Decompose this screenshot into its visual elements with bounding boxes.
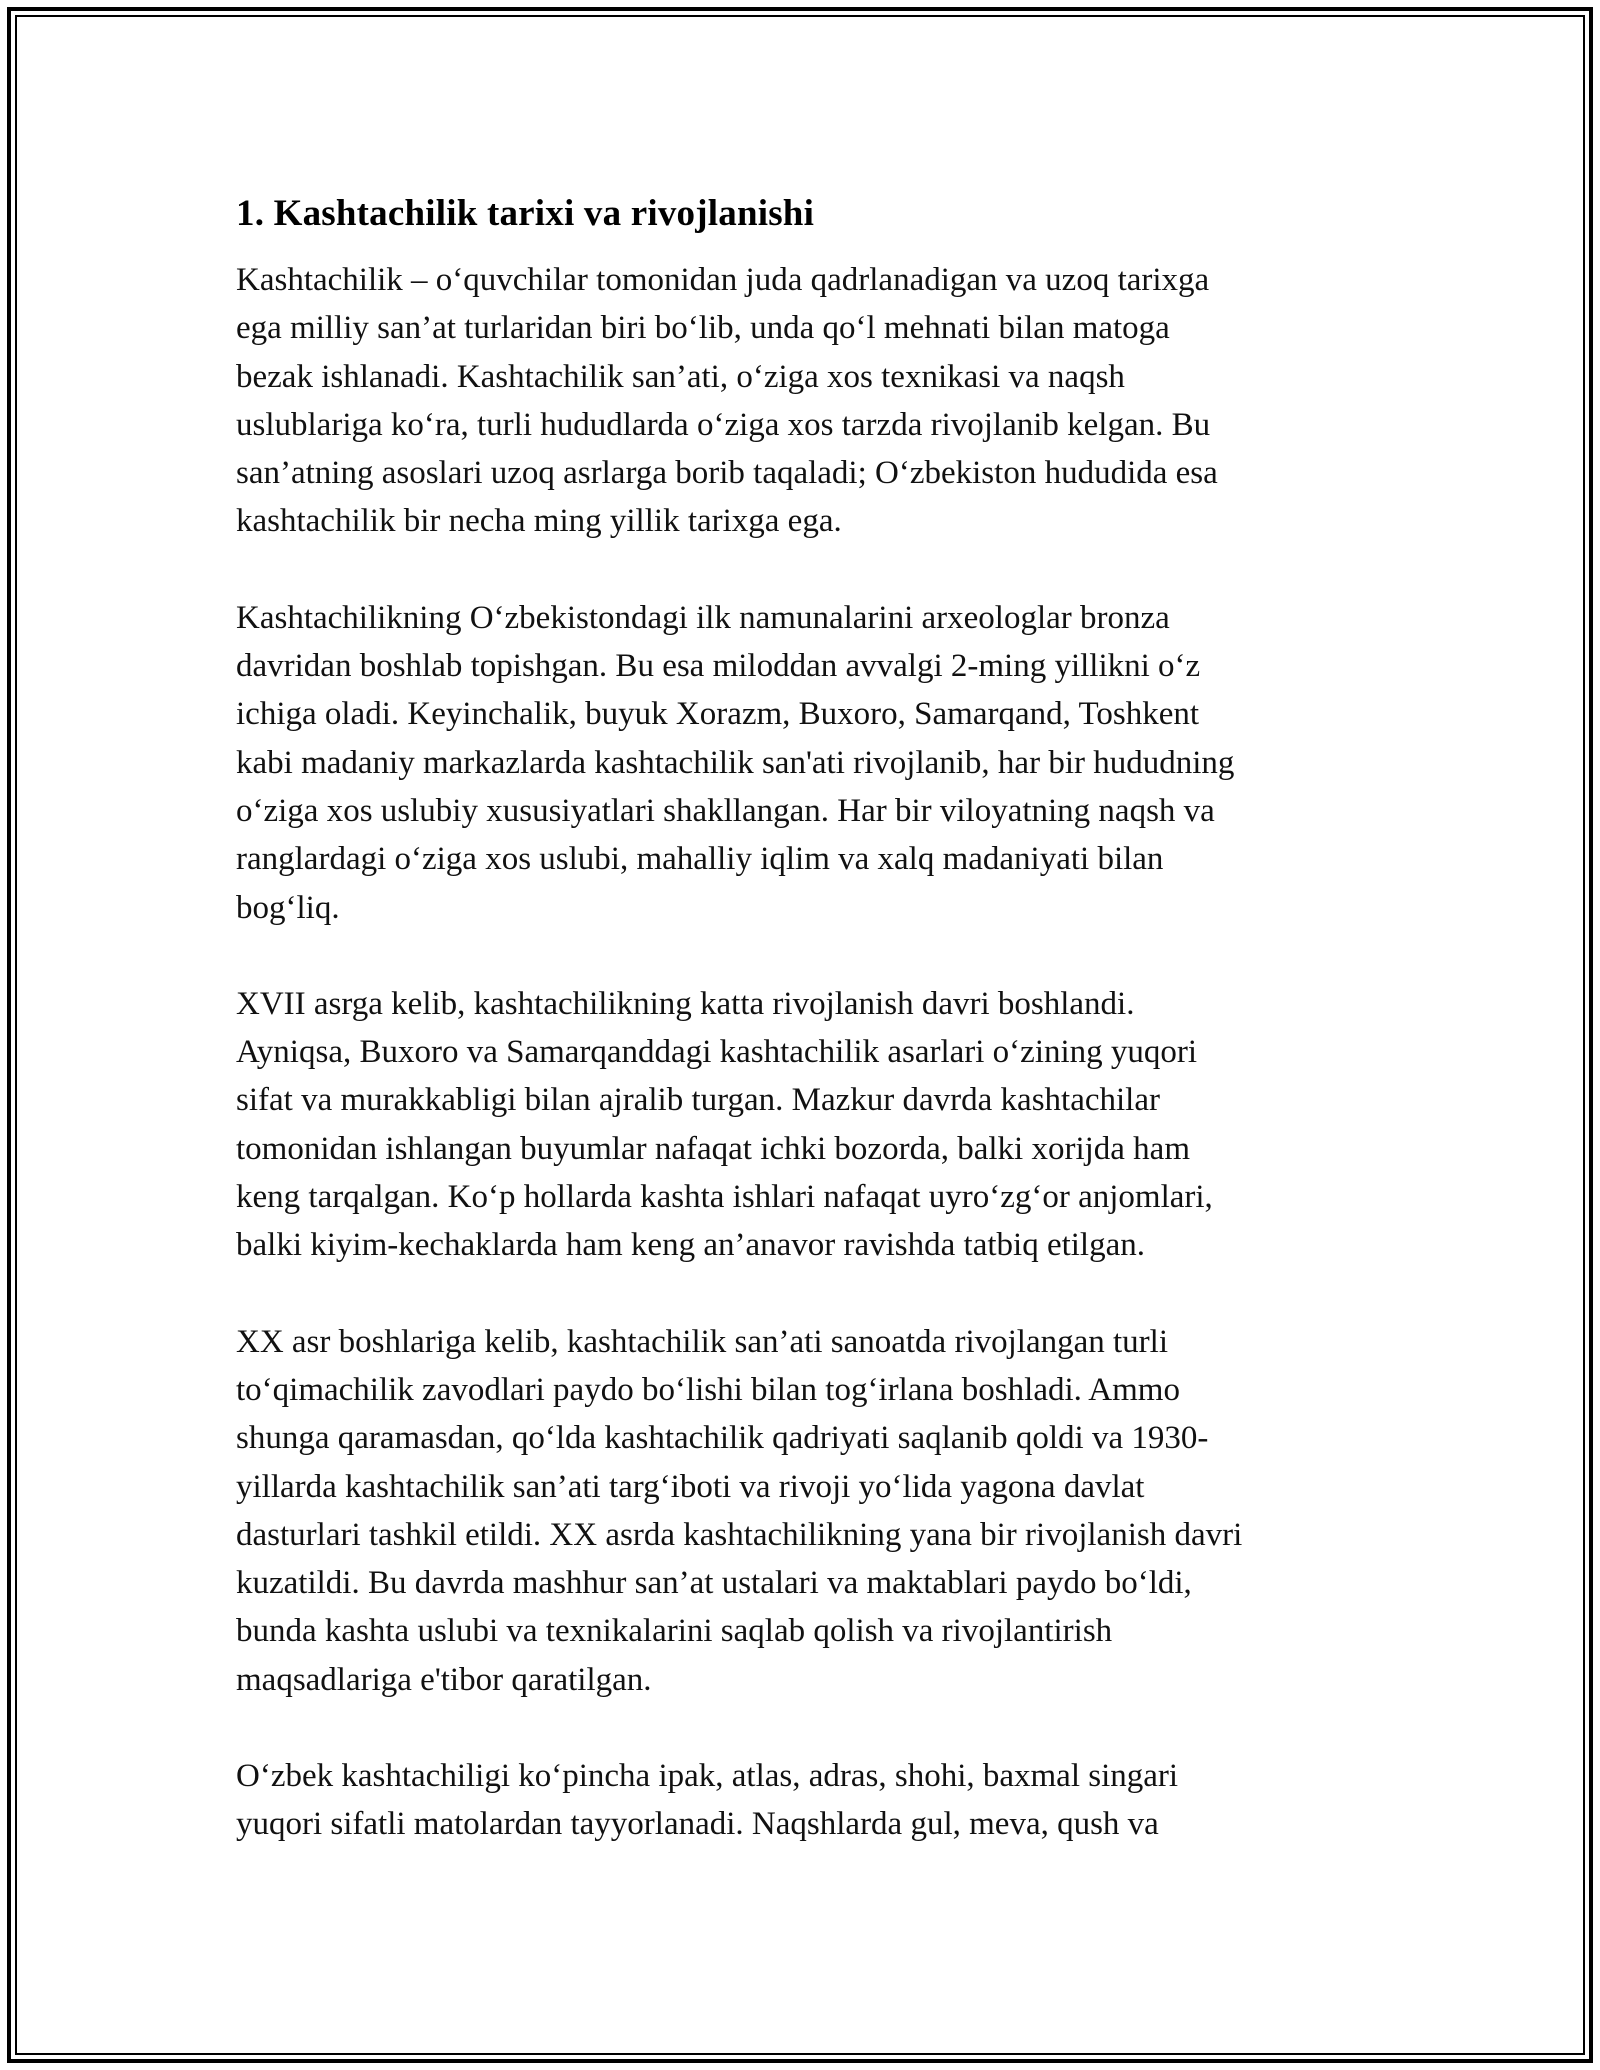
paragraph-line: to‘qimachilik zavodlari paydo bo‘lishi bilan tog‘irlana boshladi. Ammo (236, 1371, 1180, 1408)
paragraph-line: maqsadlariga e'tibor qaratilgan. (236, 1661, 652, 1698)
paragraph-line: O‘zbek kashtachiligi ko‘pincha ipak, atlas, adras, shohi, baxmal singari (236, 1758, 1179, 1795)
paragraph-line: shunga qaramasdan, qo‘lda kashtachilik qadriyati saqlanib qoldi va 1930- (236, 1420, 1209, 1457)
paragraph-line: san’atning asoslari uzoq asrlarga borib taqaladi; O‘zbekiston hududida esa (236, 455, 1218, 492)
paragraph-line: kabi madaniy markazlarda kashtachilik san'ati rivojlanib, har bir hududning (236, 744, 1235, 781)
paragraph-line: bog‘liq. (236, 889, 340, 926)
document-body (236, 186, 1356, 1849)
paragraph-line: Kashtachilik – o‘quvchilar tomonidan juda qadrlanadigan va uzoq tarixga (236, 262, 1210, 298)
paragraph-line: kuzatildi. Bu davrda mashhur san’at ustalari va maktablari paydo bo‘ldi, (236, 1565, 1192, 1602)
paragraph-line: balki kiyim-kechaklarda ham keng an’anavor ravishda tatbiq etilgan. (236, 1227, 1145, 1264)
paragraph-line: ega milliy san’at turlaridan biri bo‘lib, unda qo‘l mehnati bilan matoga (236, 310, 1170, 347)
section-heading: 1. Kashtachilik tarixi va rivojlanishi (236, 193, 815, 234)
paragraph (236, 1318, 1356, 1704)
paragraph-line: bezak ishlanadi. Kashtachilik san’ati, o‘ziga xos texnikasi va naqsh (236, 358, 1125, 395)
paragraph (236, 980, 1356, 1270)
paragraph-line: keng tarqalgan. Ko‘p hollarda kashta ishlari nafaqat uyro‘zg‘or anjomlari, (236, 1179, 1213, 1216)
paragraph (236, 1752, 1356, 1849)
paragraph-line: tomonidan ishlangan buyumlar nafaqat ichki bozorda, balki xorijda ham (236, 1130, 1190, 1167)
paragraph-line: ichiga oladi. Keyinchalik, buyuk Xorazm, Buxoro, Samarqand, Toshkent (236, 696, 1200, 733)
paragraph-line: yillarda kashtachilik san’ati targ‘iboti va rivoji yo‘lida yagona davlat (236, 1468, 1145, 1505)
paragraph-line: uslublariga ko‘ra, turli hududlarda o‘ziga xos tarzda rivojlanib kelgan. Bu (236, 406, 1211, 443)
paragraph-line: XVII asrga kelib, kashtachilikning katta rivojlanish davri boshlandi. (236, 985, 1135, 1022)
paragraph-line: davridan boshlab topishgan. Bu esa miloddan avvalgi 2-ming yillikni o‘z (236, 648, 1201, 685)
paragraph-line: sifat va murakkabligi bilan ajralib turgan. Mazkur davrda kashtachilar (236, 1082, 1160, 1119)
paragraph-line: dasturlari tashkil etildi. XX asrda kashtachilikning yana bir rivojlanish davri (236, 1516, 1243, 1553)
paragraph-line: o‘ziga xos uslubiy xususiyatlari shakllangan. Har bir viloyatning naqsh va (236, 792, 1215, 829)
paragraph (236, 594, 1356, 932)
paragraph-line: kashtachilik bir necha ming yillik tarixga ega. (236, 503, 842, 540)
paragraph-line: bunda kashta uslubi va texnikalarini saqlab qolish va rivojlantirish (236, 1613, 1113, 1650)
paragraph-line: Ayniqsa, Buxoro va Samarqanddagi kashtachilik asarlari o‘zining yuqori (236, 1034, 1198, 1071)
paragraph (236, 256, 1356, 546)
paragraph-list (236, 256, 1356, 1849)
paragraph-line: ranglardagi o‘ziga xos uslubi, mahalliy iqlim va xalq madaniyati bilan (236, 841, 1164, 878)
paragraph-line: yuqori sifatli matolardan tayyorlanadi. Naqshlarda gul, meva, qush va (236, 1806, 1159, 1843)
paragraph-line: Kashtachilikning O‘zbekistondagi ilk namunalarini arxeologlar bronza (236, 599, 1170, 636)
paragraph-line: XX asr boshlariga kelib, kashtachilik san’ati sanoatda rivojlangan turli (236, 1323, 1168, 1360)
